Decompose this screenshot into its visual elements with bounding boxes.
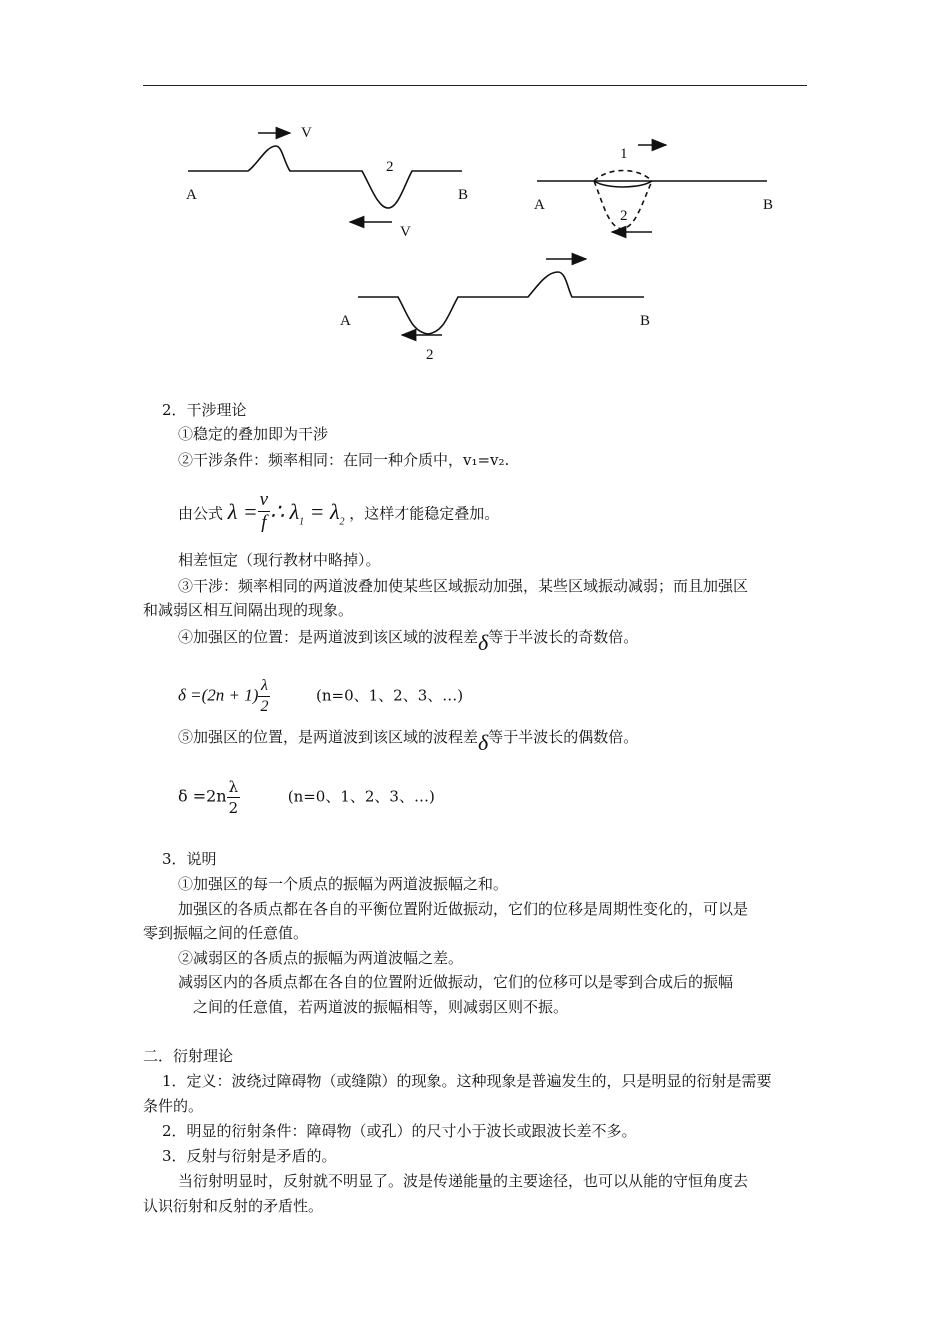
item4-text-a: ④加强区的位置：是两道波到该区域的波程差 — [178, 628, 479, 646]
diffraction-item3: 3．反射与衍射是矛盾的。 — [162, 1147, 337, 1165]
fig2-label-a: A — [534, 197, 545, 213]
formula-wavelength-line — [178, 491, 499, 536]
section3-para2-line2: 之间的任意值，若两道波的振幅相等，则减弱区则不振。 — [193, 998, 569, 1016]
section3-para1-line2: 零到振幅之间的任意值。 — [143, 924, 309, 942]
formula-even: δ =2n $\frac{\lambda}{2}$ (n=0、1、2、3、…) — [178, 778, 435, 817]
section2-item3-line1: ③干涉：频率相同的两道波叠加使某些区域振动加强，某些区域振动减弱；而且加强区 — [178, 577, 749, 595]
section2-heading: 2．干涉理论 — [162, 401, 247, 419]
diffraction-para-line2: 认识衍射和反射的矛盾性。 — [143, 1197, 324, 1215]
wave-figures — [0, 0, 950, 380]
section2-item5 — [178, 724, 639, 755]
section3-heading: 3．说明 — [162, 850, 217, 868]
fig1-label-a: A — [186, 187, 197, 203]
formula-odd: δ =(2n + 1) $\frac{\lambda}{2}$ (n=0、1、2、3、…) — [178, 677, 464, 715]
fig2-label-1: 1 — [620, 146, 628, 162]
fig1-label-v-top: V — [301, 125, 312, 141]
diffraction-item2: 2．明显的衍射条件：障碍物（或孔）的尺寸小于波长或跟波长差不多。 — [162, 1122, 637, 1140]
diffraction-para-line1: 当衍射明显时，反射就不明显了。波是传递能量的主要途径，也可以从能的守恒角度去 — [178, 1172, 749, 1190]
section2-item3-line2: 和减弱区相互间隔出现的现象。 — [143, 601, 354, 619]
section3-item1: ①加强区的每一个质点的振幅为两道波振幅之和。 — [178, 875, 509, 893]
item5-text-a: ⑤加强区的位置，是两道波到该区域的波程差 — [178, 728, 479, 746]
fig3-label-a: A — [340, 313, 351, 329]
item4-text-b: 等于半波长的奇数倍。 — [488, 628, 639, 646]
fig3-label-b: B — [640, 313, 651, 329]
section2-item2: ②干涉条件：频率相同：在同一种介质中，v₁=v₂. — [178, 451, 510, 469]
section2-item4 — [178, 624, 639, 655]
fig1-wave — [188, 146, 462, 208]
formula-wavelength: λ = $\frac{v}{f}$ ∴ $\lambda_1 = \lambda_2$ — [227, 489, 345, 533]
section3-para2-line1: 减弱区内的各质点都在各自的位置附近做振动，它们的位移可以是零到合成后的振幅 — [178, 973, 734, 991]
formula-suffix: ，这样才能稳定叠加。 — [349, 504, 500, 523]
fig2-bump-solid — [594, 181, 652, 187]
item5-text-b: 等于半波长的偶数倍。 — [488, 728, 639, 746]
fig1-label-b: B — [458, 187, 469, 203]
fig3-label-2: 2 — [426, 347, 434, 363]
formula-prefix: 由公式 — [178, 504, 224, 523]
fig2-label-b: B — [763, 197, 774, 213]
fig1-label-v-bottom: V — [400, 224, 411, 240]
phase-note: 相差恒定（现行教材中略掉）。 — [178, 551, 381, 569]
section3-item2: ②减弱区的各质点的振幅为两道波幅之差。 — [178, 949, 464, 967]
diffraction-item1-line1: 1．定义：波绕过障碍物（或缝隙）的现象。这种现象是普遍发生的，只是明显的衍射是需要 — [162, 1072, 772, 1090]
fig2-pulse-up-dashed — [594, 171, 652, 182]
delta-symbol-2: δ — [478, 730, 489, 755]
formula-odd-note: (n=0、1、2、3、…) — [316, 686, 464, 705]
fig2-label-2: 2 — [620, 208, 628, 224]
delta-symbol: δ — [478, 630, 489, 655]
diffraction-item1-line2: 条件的。 — [143, 1097, 204, 1115]
diffraction-heading: 二．衍射理论 — [143, 1047, 234, 1065]
fig3-wave — [358, 272, 644, 334]
formula-even-note: (n=0、1、2、3、…) — [287, 787, 435, 806]
section3-para1-line1: 加强区的各质点都在各自的平衡位置附近做振动，它们的位移是周期性变化的，可以是 — [178, 900, 749, 918]
fig1-label-2: 2 — [386, 159, 394, 175]
section2-item1: ①稳定的叠加即为干涉 — [178, 425, 329, 443]
